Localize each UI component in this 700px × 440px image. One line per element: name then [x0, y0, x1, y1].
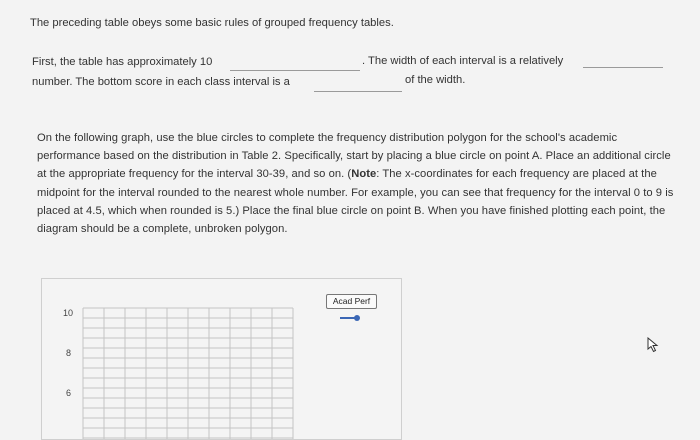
blank-bottom-score[interactable]	[314, 91, 402, 92]
rules-line1-part1: First, the table has approximately 10	[32, 56, 213, 68]
mouse-cursor-icon	[646, 337, 660, 353]
instructions-part2: : The x-coordinates for each frequency are placed at the midpoint for the interval rounded to the nearest whole number. For example, you can see that frequency for the interval 0 to 9 is placed at 4.5, which when rounded is 5.) Place the final blue circle on point B. When you have finished plotting each point, the diagram should be a complete, unbroken polygon.	[37, 168, 674, 236]
intro-text: The preceding table obeys some basic rules of grouped frequency tables.	[30, 17, 394, 29]
rules-line2-part1: number. The bottom score in each class interval is a	[32, 76, 290, 88]
legend-circle-icon[interactable]	[339, 314, 363, 322]
blank-intervals[interactable]	[230, 70, 360, 71]
rules-line2-part2: of the width.	[405, 74, 466, 86]
instructions-part1: On the following graph, use the blue circles to complete the frequency distribution polygon for the school's academic performance based on the distribution in Table 2. Specifically, start by placing a blue circle on point A. Place an additional circle at the appropriate frequency for the interval 30-39, and so on. (	[37, 132, 671, 181]
instructions-paragraph	[37, 129, 682, 238]
legend-acad-perf: Acad Perf	[326, 294, 377, 309]
blank-width-number[interactable]	[583, 67, 663, 68]
y-tick-label: 8	[66, 348, 72, 358]
y-tick-label: 6	[66, 388, 72, 398]
rules-line1-part2: . The width of each interval is a relatively	[362, 55, 564, 67]
note-label: Note	[351, 168, 377, 181]
y-tick-label: 10	[63, 308, 74, 318]
